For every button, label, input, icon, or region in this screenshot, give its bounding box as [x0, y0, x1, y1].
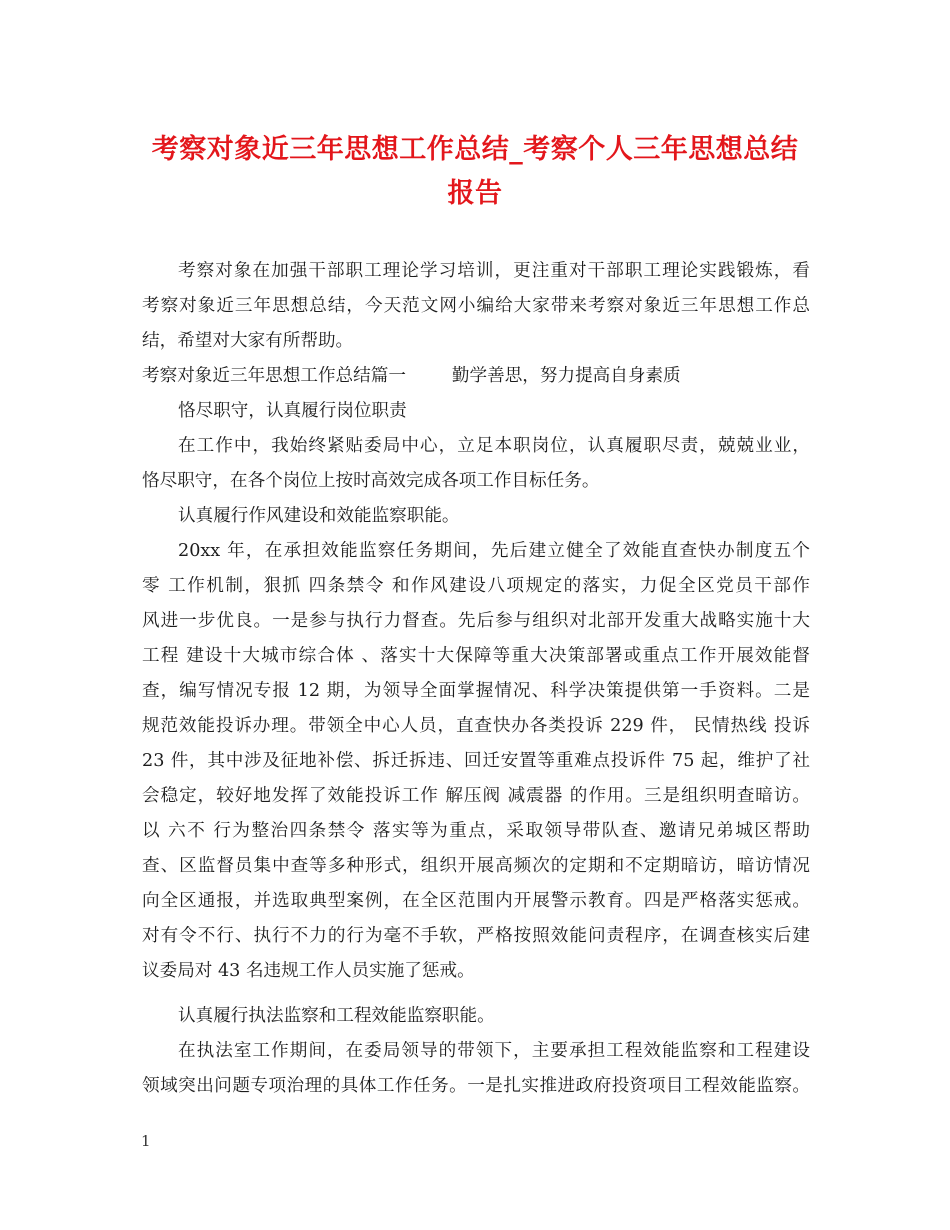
paragraph-line: 工程 建设十大城市综合体 、落实十大保障等重大决策部署或重点工作开展效能督: [142, 646, 810, 666]
paragraph-line: 考察对象近三年思想总结，今天范文网小编给大家带来考察对象近三年思想工作总: [142, 296, 810, 316]
document-title: [130, 128, 820, 216]
paragraph-line: 以 六不 行为整治四条禁令 落实等为重点，采取领导带队查、邀请兄弟城区帮助: [142, 821, 810, 841]
section-heading: [142, 359, 810, 394]
paragraph-line: 考察对象在加强干部职工理论学习培训，更注重对干部职工理论实践锻炼，看: [178, 261, 810, 281]
paragraph-line: 零 工作机制，狠抓 四条禁令 和作风建设八项规定的落实，力促全区党员干部作: [142, 576, 810, 596]
paragraph-line: 规范效能投诉办理。带领全中心人员，直查快办各类投诉 229 件， 民情热线 投诉: [142, 716, 810, 736]
subheading-line: 认真履行作风建设和效能监察职能。: [178, 506, 460, 526]
paragraph-line: 查，编写情况专报 12 期，为领导全面掌握情况、科学决策提供第一手资料。二是: [142, 681, 810, 701]
paragraph-line: 议委局对 43 名违规工作人员实施了惩戒。: [142, 961, 475, 981]
paragraph-line: 向全区通报，并选取典型案例，在全区范围内开展警示教育。四是严格落实惩戒。: [142, 891, 810, 911]
subheading-line: 恪尽职守，认真履行岗位职责: [178, 401, 407, 421]
paragraph-line: 20xx 年，在承担效能监察任务期间，先后建立健全了效能直查快办制度五个: [178, 541, 810, 561]
section-heading-title: 考察对象近三年思想工作总结篇一: [142, 366, 406, 386]
paragraph-line: 对有令不行、执行不力的行为毫不手软，严格按照效能问责程序，在调查核实后建: [142, 926, 810, 946]
title-line-2: 报告: [447, 178, 503, 209]
paragraph-line: 23 件，其中涉及征地补偿、拆迁拆违、回迁安置等重难点投诉件 75 起，维护了社: [142, 751, 810, 771]
page-number: 1: [141, 1132, 151, 1150]
paragraph-line: 风进一步优良。一是参与执行力督查。先后参与组织对北部开发重大战略实施十大: [142, 611, 810, 631]
paragraph-line: 恪尽职守，在各个岗位上按时高效完成各项工作目标任务。: [142, 471, 600, 491]
document-body: [142, 254, 810, 1104]
paragraph-line: 在执法室工作期间，在委局领导的带领下，主要承担工程效能监察和工程建设: [178, 1041, 810, 1061]
paragraph-line: 领域突出问题专项治理的具体工作任务。一是扎实推进政府投资项目工程效能监察。: [142, 1076, 810, 1096]
paragraph-line: 结，希望对大家有所帮助。: [142, 331, 354, 351]
paragraph-line: 查、区监督员集中查等多种形式，组织开展高频次的定期和不定期暗访，暗访情况: [142, 856, 810, 876]
paragraph-line: 会稳定，较好地发挥了效能投诉工作 解压阀 减震器 的作用。三是组织明查暗访。: [142, 786, 810, 806]
subheading-line: 认真履行执法监察和工程效能监察职能。: [178, 1006, 495, 1026]
paragraph-line: 在工作中，我始终紧贴委局中心，立足本职岗位，认真履职尽责，兢兢业业，: [178, 436, 810, 456]
title-line-1: 考察对象近三年思想工作总结_考察个人三年思想总结: [151, 134, 799, 165]
section-heading-subtitle: 勤学善思，努力提高自身素质: [451, 366, 681, 386]
